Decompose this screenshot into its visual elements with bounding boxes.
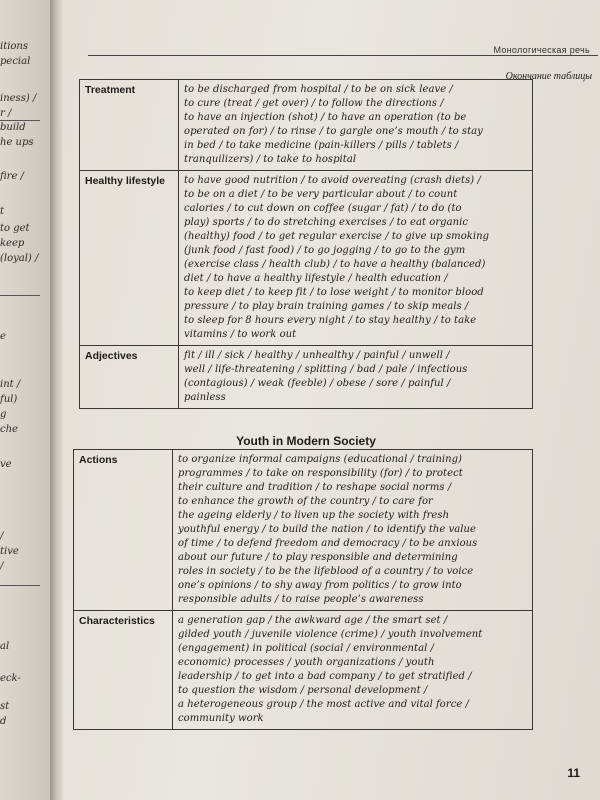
content-line: programmes / to take on responsibility (for) / to protect [178,468,463,479]
content-line: youthful energy / to build the nation / to identify the value [178,524,477,535]
left-page-fragment: pecial [0,56,31,67]
left-page-fragment: al [0,641,10,652]
row-content [179,171,533,346]
book-gutter [50,0,64,800]
left-page-fragment: iness) / [0,93,37,104]
left-page-rule [0,120,40,121]
content-line: economic) processes / youth organizations / youth [178,657,435,668]
content-line: to be on a diet / to be very particular about / to count [184,189,458,200]
left-page-fragment: r / [0,108,12,119]
section-title: Youth in Modern Society [236,434,376,448]
content-line: painless [184,392,226,403]
content-line: community work [178,713,264,724]
content-line: to sleep for 8 hours every night / to stay healthy / to take [184,315,477,326]
left-page-fragment: he ups [0,137,34,148]
content-line: in bed / to take medicine (pain-killers / pills / tablets / [184,140,459,151]
content-line: (contagious) / weak (feeble) / obese / sore / painful / [184,378,451,389]
content-line: a heterogeneous group / the most active and vital force / [178,699,469,710]
content-line: (healthy) food / to get regular exercise / to give up smoking [184,231,490,242]
row-content [179,346,533,409]
running-title: Монологическая речь [493,45,590,55]
table-row [80,80,533,171]
row-category: Healthy lifestyle [80,171,179,346]
left-page-fragment: eck- [0,673,21,684]
content-line: calories / to cut down on coffee (sugar / fat) / to do (to [184,203,462,214]
left-page-fragment: keep [0,238,25,249]
left-page-fragment: fire / [0,171,24,182]
content-line: to keep diet / to keep fit / to lose weight / to monitor blood [184,287,484,298]
table-row [80,171,533,346]
row-content [173,611,533,730]
table-continuation-label: Окончание таблицы [505,71,592,82]
left-page-fragment: t [0,206,5,217]
table-row [74,450,533,611]
table-row [74,611,533,730]
left-page-fragment: / [0,531,4,542]
content-line: leadership / to get into a bad company / to get stratified / [178,671,472,682]
left-page-fragment: st [0,701,10,712]
youth-vocabulary-table [73,449,533,730]
content-line: play) sports / to do stretching exercises / to eat organic [184,217,469,228]
content-line: to have an injection (shot) / to have an operation (to be [184,112,467,123]
left-page-fragment: d [0,716,7,727]
left-page-fragment: e [0,331,6,342]
page-number: 11 [567,766,580,780]
content-line: pressure / to play brain training games / to skip meals / [184,301,469,312]
content-line: fit / ill / sick / healthy / unhealthy / painful / unwell / [184,350,450,361]
content-line: to question the wisdom / personal development / [178,685,428,696]
row-content [179,80,533,171]
content-line: (engagement) in political (social / environmental / [178,643,434,654]
content-line: well / life-threatening / splitting / bad / pale / infectious [184,364,468,375]
left-page-fragment: ful) [0,394,18,405]
content-line: one’s opinions / to shy away from politics / to grow into [178,580,462,591]
content-line: tranquilizers) / to take to hospital [184,154,357,165]
content-line: diet / to have a healthy lifestyle / health education / [184,273,448,284]
table-row [80,346,533,409]
left-page-fragment: build [0,122,26,133]
header-rule [88,55,598,56]
content-line: the ageing elderly / to liven up the society with fresh [178,510,450,521]
left-page-edge [0,0,52,800]
content-line: of time / to defend freedom and democracy / to be anxious [178,538,478,549]
content-line: a generation gap / the awkward age / the smart set / [178,615,448,626]
row-category: Characteristics [74,611,173,730]
left-page-fragment: (loyal) / [0,253,39,264]
left-page-fragment: to get [0,223,30,234]
left-page-fragment: ve [0,459,12,470]
content-line: operated on for) / to rinse / to gargle one’s mouth / to stay [184,126,483,137]
row-category: Actions [74,450,173,611]
book-page [63,0,600,800]
left-page-fragment: int / [0,379,21,390]
row-category: Treatment [80,80,179,171]
left-page-fragment: g [0,409,7,420]
content-line: to be discharged from hospital / to be on sick leave / [184,84,453,95]
left-page-fragment: / [0,561,4,572]
content-line: to have good nutrition / to avoid overeating (crash diets) / [184,175,481,186]
left-page-fragment: itions [0,41,29,52]
content-line: to enhance the growth of the country / to care for [178,496,433,507]
content-line: (exercise class / health club) / to have a healthy (balanced) [184,259,486,270]
content-line: about our future / to play responsible and determining [178,552,458,563]
left-page-fragment: che [0,424,18,435]
content-line: to cure (treat / get over) / to follow the directions / [184,98,444,109]
left-page-fragment: tive [0,546,19,557]
content-line: (junk food / fast food) / to go jogging / to go to the gym [184,245,466,256]
row-content [173,450,533,611]
content-line: responsible adults / to raise people’s awareness [178,594,424,605]
content-line: roles in society / to be the lifeblood of a country / to voice [178,566,474,577]
health-vocabulary-table [79,79,533,409]
content-line: to organize informal campaigns (educational / training) [178,454,462,465]
row-category: Adjectives [80,346,179,409]
left-page-rule [0,585,40,586]
content-line: their culture and tradition / to reshape social norms / [178,482,452,493]
left-page-rule [0,295,40,296]
content-line: gilded youth / juvenile violence (crime) / youth involvement [178,629,483,640]
content-line: vitamins / to work out [184,329,297,340]
